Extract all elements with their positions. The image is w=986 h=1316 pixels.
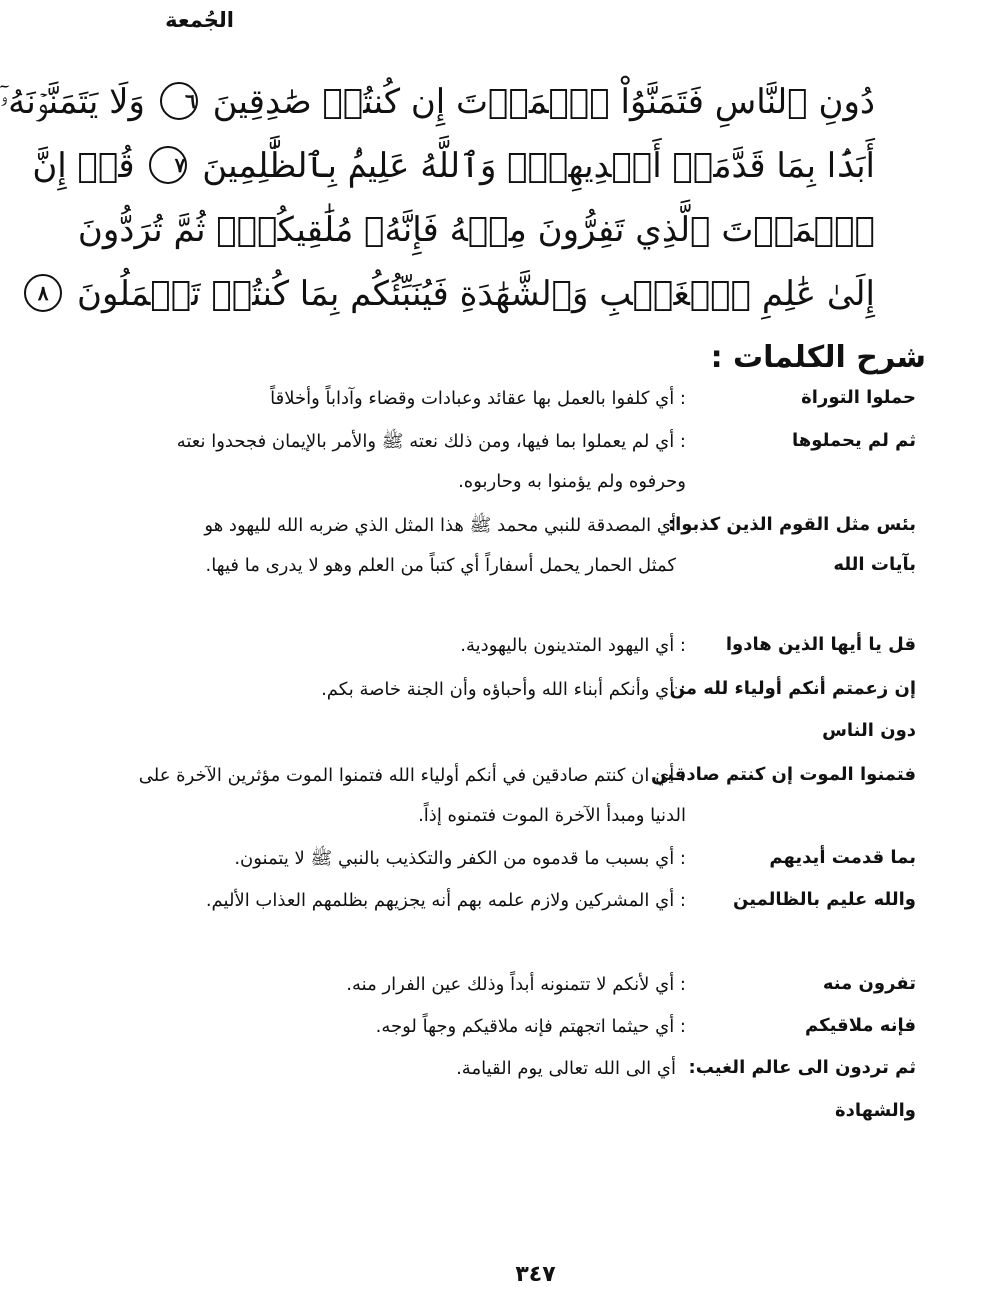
glossary-term: ثم تردون الى عالم الغيب: [688, 1057, 916, 1078]
verse-line [0, 70, 875, 134]
glossary-term: بما قدمت أيديهم [769, 847, 916, 868]
glossary-term: والله عليم بالظالمين [733, 889, 916, 910]
verse-number-marker: ٨ [24, 274, 62, 312]
glossary-term: دون الناس [822, 720, 916, 741]
glossary-definition: : أي بسبب ما قدموه من الكفر والتكذيب بالنبي ﷺ لا يتمنون. [234, 848, 686, 869]
verse-text: وَلَا يَتَمَنَّوۡنَهُۥٓ [0, 82, 145, 122]
glossary-term: حملوا التوراة [801, 387, 916, 408]
surah-header: الجُمعة [165, 8, 234, 32]
glossary-definition: : أي ان كنتم صادقين في أنكم أولياء الله فتمنوا الموت مؤثرين الآخرة على الدنيا ومبدأ الآخرة الموت فتمنوه إذاً. [138, 765, 686, 826]
verse-text: قُلۡ إِنَّ [32, 146, 135, 186]
glossary-term: تفرون منه [822, 973, 916, 994]
glossary-definition: أي الى الله تعالى يوم القيامة. [456, 1058, 676, 1079]
glossary-definition: كمثل الحمار يحمل أسفاراً أي كتباً من العلم وهو لا يدرى ما فيها. [205, 555, 676, 576]
glossary-definition: : أي لأنكم لا تتمنونه أبداً وذلك عين الفرار منه. [346, 974, 686, 995]
verse-text: دُونِ ٱلنَّاسِ فَتَمَنَّوُاْ ٱلۡمَوۡتَ إِن كُنتُمۡ صَٰدِقِينَ [212, 82, 875, 122]
glossary-term: بئس مثل القوم الذين كذبوا: [667, 514, 916, 535]
glossary-term: ثم لم يحملوها [792, 430, 916, 451]
glossary-term: بآيات الله [833, 554, 916, 575]
glossary-definition: : أي وأنكم أبناء الله وأحباؤه وأن الجنة خاصة بكم. [321, 679, 686, 700]
glossary-term: قل يا أيها الذين هادوا [725, 634, 916, 655]
verse-line [37, 262, 875, 326]
glossary-definition: : أي لم يعملوا بما فيها، ومن ذلك نعته ﷺ والأمر بالإيمان فجحدوا نعته وحرفوه ولم يؤمنوا به وحاربوه. [176, 431, 686, 492]
verse-line [77, 198, 875, 262]
glossary-term: فتمنوا الموت إن كنتم صادقين [651, 764, 916, 785]
verse-number-marker: ٧ [149, 146, 187, 184]
verse-line [32, 134, 875, 198]
section-title: شرح الكلمات : [710, 340, 926, 375]
glossary-definition: أي المصدقة للنبي محمد ﷺ هذا المثل الذي ضربه الله لليهود هو [204, 515, 676, 536]
verse-text: أَبَدَۢا بِمَا قَدَّمَتۡ أَيۡدِيهِمۡۚ وَٱللَّهُ عَلِيمُۢ بِٱلظَّٰلِمِينَ [202, 146, 875, 186]
glossary-definition: : أي كلفوا بالعمل بها عقائد وعبادات وقضاء وآداباً وأخلاقاً [270, 388, 686, 409]
glossary-term: إن زعمتم أنكم أولياء لله من [669, 678, 916, 699]
verse-text: ٱلۡمَوۡتَ ٱلَّذِي تَفِرُّونَ مِنۡهُ فَإِنَّهُۥ مُلَٰقِيكُمۡۖ ثُمَّ تُرَدُّونَ [77, 210, 875, 250]
glossary-definition: : أي المشركين ولازم علمه بهم أنه يجزيهم بظلمهم العذاب الأليم. [205, 890, 686, 911]
glossary-definition: : أي حيثما اتجهتم فإنه ملاقيكم وجهاً لوجه. [375, 1016, 686, 1037]
glossary-definition: : أي اليهود المتدينون باليهودية. [460, 635, 686, 656]
glossary-term: فإنه ملاقيكم [804, 1015, 916, 1036]
verse-number-marker: ٦ [160, 82, 198, 120]
page-number: ٣٤٧ [515, 1262, 556, 1287]
quran-verses [0, 70, 875, 326]
glossary-term: والشهادة [835, 1100, 916, 1121]
verse-text: إِلَىٰ عَٰلِمِ ٱلۡغَيۡبِ وَٱلشَّهَٰدَةِ فَيُنَبِّئُكُم بِمَا كُنتُمۡ تَعۡمَلُونَ [76, 274, 875, 314]
